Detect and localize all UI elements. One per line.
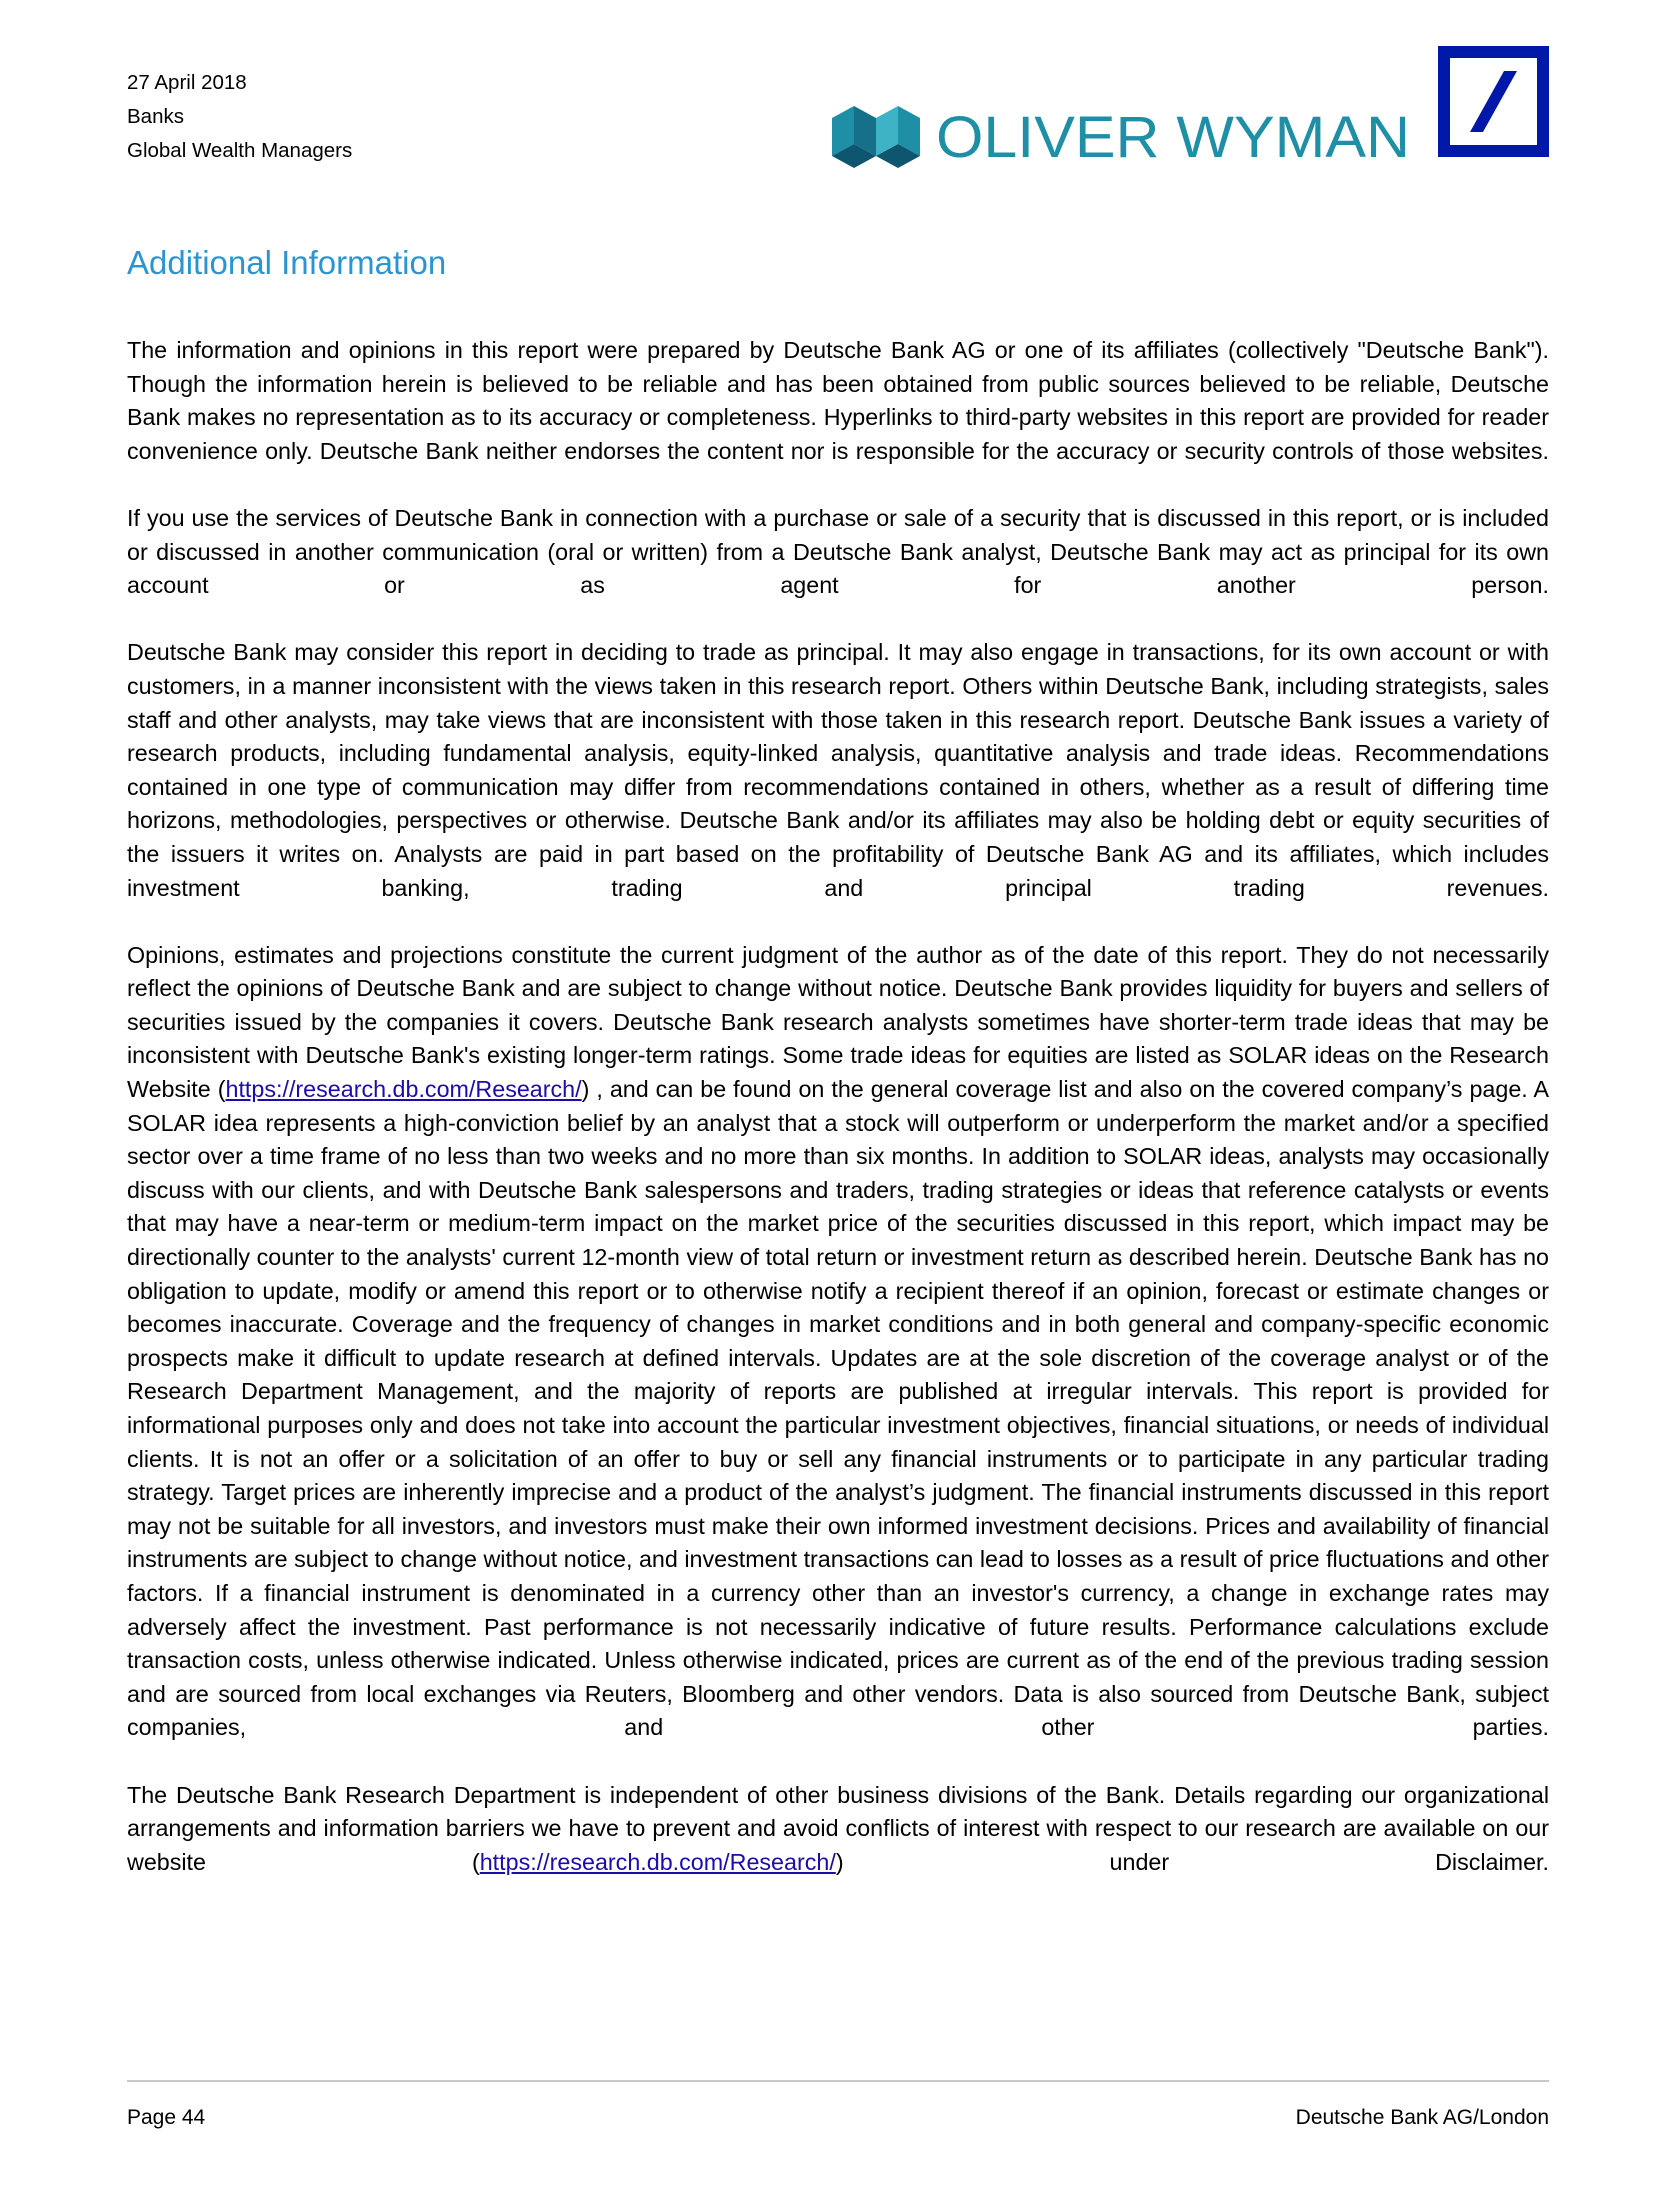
report-subsector: Global Wealth Managers (127, 139, 353, 162)
footer-entity: Deutsche Bank AG/London (1295, 2106, 1549, 2129)
paragraph-principal-agent: If you use the services of Deutsche Bank in connection with a purchase or sale of a security that is discussed in this report, or is included or discussed in another communication (oral or written) from a Deutsche Bank analyst, Deutsche Bank may act as principal for its own account or as agent for another person. (127, 504, 1549, 599)
deutsche-bank-logo-icon (1438, 46, 1549, 157)
research-disclaimer-link[interactable]: https://research.db.com/Research/ (479, 1848, 836, 1875)
paragraph-affiliates: The information and opinions in this report were prepared by Deutsche Bank AG or one of its affiliates (collectively "Deutsche Bank"). Though the information herein is believed to be reliable and has been obtained from public sources believed to be reliable, Deutsche Bank makes no representation as to its accuracy or completeness. Hyperlinks to third-party websites in this report are provided for reader convenience only. Deutsche Bank neither endorses the content nor is responsible for the accuracy or security controls of those websites. (127, 337, 1549, 464)
paragraph-trading: Deutsche Bank may consider this report in deciding to trade as principal. It may also engage in transactions, for its own account or with customers, in a manner inconsistent with the views taken in this research report. Others within Deutsche Bank, including strategists, sales staff and other analysts, may take views that are inconsistent with those taken in this research report. Deutsche Bank issues a variety of research products, including fundamental analysis, equity-linked analysis, quantitative analysis and trade ideas. Recommendations contained in one type of communication may differ from recommendations contained in others, whether as a result of differing time horizons, methodologies, perspectives or otherwise. Deutsche Bank and/or its affiliates may also be holding debt or equity securities of the issuers it writes on. Analysts are paid in part based on the profitability of Deutsche Bank AG and its affiliates, which includes investment banking, trading and principal trading revenues. (127, 639, 1549, 901)
section-title: Additional Information (127, 244, 447, 281)
header-meta (127, 66, 352, 168)
page-number: Page 44 (127, 2106, 206, 2129)
report-sector: Banks (127, 105, 184, 128)
oliver-wyman-logo (832, 104, 1412, 168)
oliver-wyman-wordmark: OLIVER WYMAN (936, 105, 1410, 168)
research-website-link[interactable]: https://research.db.com/Research/ (225, 1076, 582, 1103)
paragraph-independence: The Deutsche Bank Research Department is independent of other business divisions of the Bank. Details regarding our organizational arrangements and information barriers we have to prevent and avoid conflicts of interest with respect to our research are available on our website (https://research.db.com/Research/) under Disclaimer. (127, 1781, 1549, 1875)
oliver-wyman-mark-icon (832, 106, 920, 168)
disclaimer-body (127, 334, 1549, 1913)
paragraph-opinions: Opinions, estimates and projections constitute the current judgment of the author as of the date of this report. They do not necessarily reflect the opinions of Deutsche Bank and are subject to change without notice. Deutsche Bank provides liquidity for buyers and sellers of securities issued by the companies it covers. Deutsche Bank research analysts sometimes have shorter-term trade ideas that may be inconsistent with Deutsche Bank's existing longer-term ratings. Some trade ideas for equities are listed as SOLAR ideas on the Research Website (https://research.db.com/Research/) , and can be found on the general coverage list and also on the covered company’s page. A SOLAR idea represents a high-conviction belief by an analyst that a stock will outperform or underperform the market and/or a specified sector over a time frame of no less than two weeks and no more than six months. In addition to SOLAR ideas, analysts may occasionally discuss with our clients, and with Deutsche Bank salespersons and traders, trading strategies or ideas that reference catalysts or events that may have a near-term or medium-term impact on the market price of the securities discussed in this report, which impact may be directionally counter to the analysts' current 12-month view of total return or investment return as described herein. Deutsche Bank has no obligation to update, modify or amend this report or to otherwise notify a recipient thereof if an opinion, forecast or estimate changes or becomes inaccurate. Coverage and the frequency of changes in market conditions and in both general and company-specific economic prospects make it difficult to update research at defined intervals. Updates are at the sole discretion of the coverage analyst or of the Research Department Management, and the majority of reports are published at irregular intervals. This report is provided for informational purposes only and does not take into account the particular investment objectives, financial situations, or needs of individual clients. It is not an offer or a solicitation of an offer to buy or sell any financial instruments or to participate in any particular trading strategy. Target prices are inherently imprecise and a product of the analyst’s judgment. The financial instruments discussed in this report may not be suitable for all investors, and investors must make their own informed investment decisions. Prices and availability of financial instruments are subject to change without notice, and investment transactions can lead to losses as a result of price fluctuations and other factors. If a financial instrument is denominated in a currency other than an investor's currency, a change in exchange rates may adversely affect the investment. Past performance is not necessarily indicative of future results. Performance calculations exclude transaction costs, unless otherwise indicated. Unless otherwise indicated, prices are current as of the end of the previous trading session and are sourced from local exchanges via Reuters, Bloomberg and other vendors. Data is also sourced from Deutsche Bank, subject companies, and other parties. (127, 941, 1550, 1741)
report-date: 27 April 2018 (127, 71, 247, 94)
footer-divider (127, 2080, 1549, 2082)
